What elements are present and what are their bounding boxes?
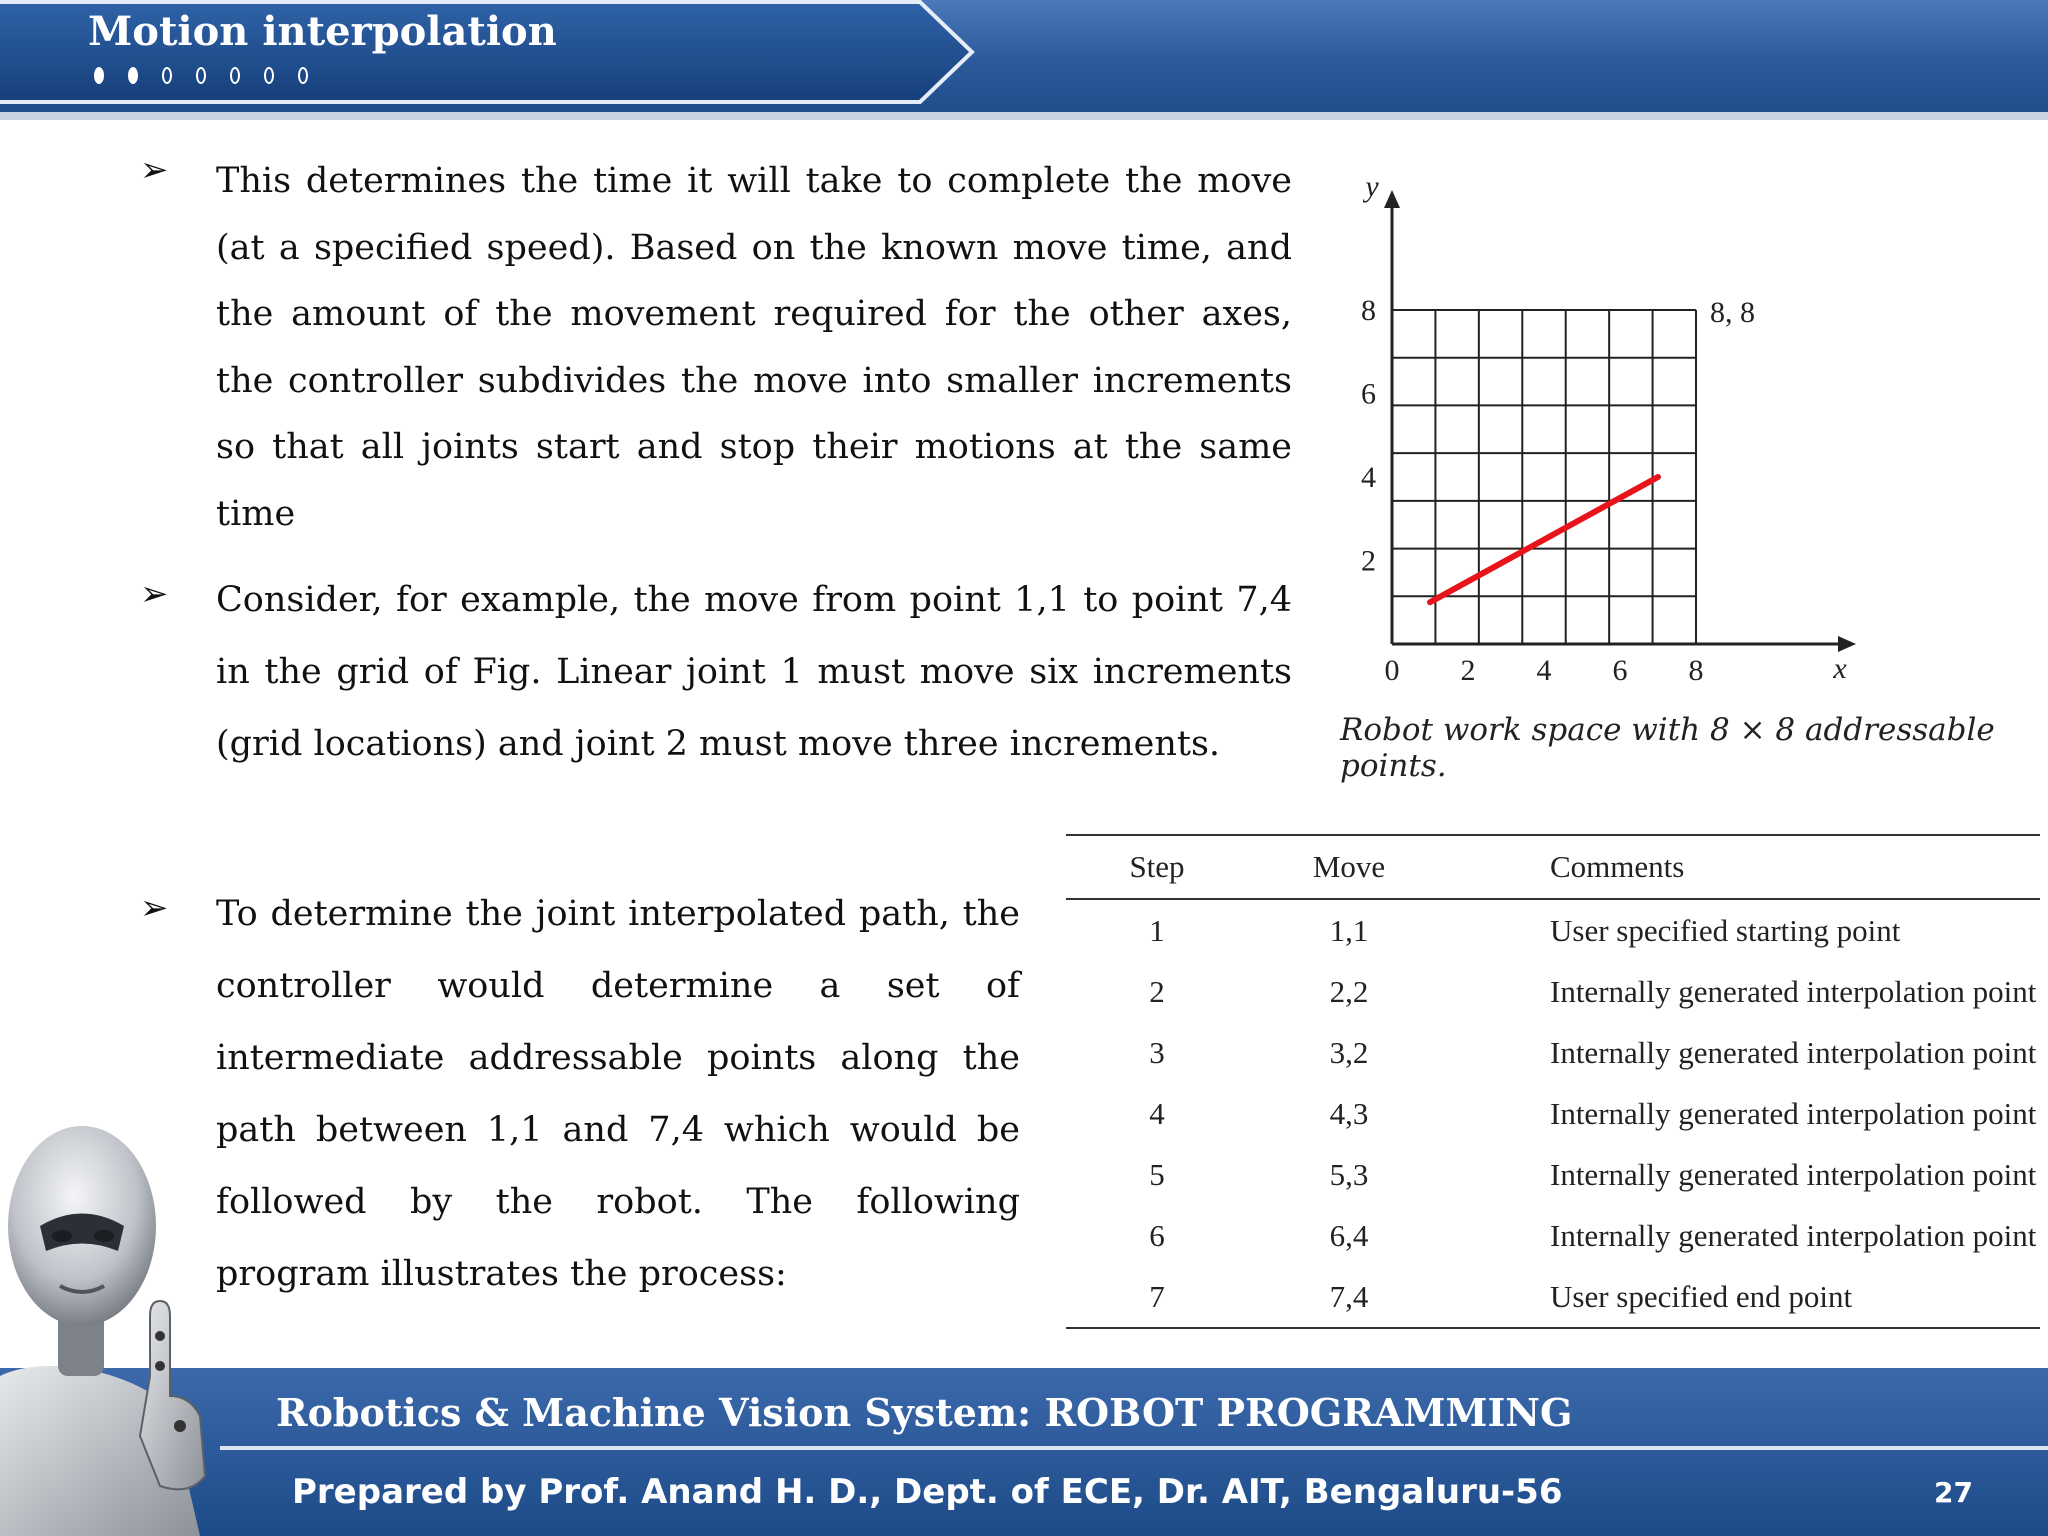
interpolated-path-line <box>1430 477 1658 602</box>
figure-caption: Robot work space with 8 × 8 addressable points. <box>1340 712 1995 784</box>
cell-move: 6,4 <box>1329 1217 1369 1253</box>
table-header-row <box>1066 835 2040 899</box>
interpolation-steps-table <box>1066 834 2040 1329</box>
table-row <box>1066 1083 2040 1144</box>
bullet-icon: ➢ <box>140 574 169 614</box>
cell-step: 1 <box>1149 912 1165 948</box>
paragraph-interpolated-path: To determine the joint interpolated path, the controller would determine a set of intermediate addressable points along the path between 1,1 and 7,4 which would be followed by the robot. The following program illustrates the process: <box>216 894 1020 1294</box>
cell-comment: User specified starting point <box>1550 912 1901 948</box>
y-axis-arrow-icon <box>1384 190 1400 208</box>
robot-illustration <box>0 1076 240 1536</box>
cell-move: 3,2 <box>1329 1034 1369 1070</box>
progress-dot-filled <box>122 64 146 88</box>
x-tick-label: 6 <box>1612 654 1628 687</box>
column-header-comments: Comments <box>1550 849 1685 884</box>
column-header-move: Move <box>1312 849 1386 884</box>
y-tick-label: 8 <box>1361 294 1376 327</box>
corner-point-annotation: 8, 8 <box>1710 296 1755 329</box>
bullet-icon: ➢ <box>140 150 169 190</box>
bullet-icon: ➢ <box>140 888 169 928</box>
page-number: 27 <box>1934 1476 1973 1509</box>
header-divider <box>0 112 2048 120</box>
cell-move: 1,1 <box>1329 912 1369 948</box>
y-tick-label: 2 <box>1361 544 1376 578</box>
slide-title: Motion interpolation <box>88 8 557 55</box>
x-axis-arrow-icon <box>1838 636 1856 652</box>
cell-comment: Internally generated interpolation point <box>1550 973 2037 1009</box>
cell-comment: User specified end point <box>1550 1278 1853 1314</box>
cell-comment: Internally generated interpolation point <box>1550 1034 2037 1070</box>
footer-credit: Prepared by Prof. Anand H. D., Dept. of ECE, Dr. AIT, Bengaluru-56 <box>292 1472 1563 1512</box>
cell-step: 3 <box>1149 1034 1165 1070</box>
cell-move: 4,3 <box>1329 1095 1369 1131</box>
progress-dot-empty <box>224 64 248 88</box>
table-row <box>1066 1205 2040 1266</box>
x-tick-label: 8 <box>1688 654 1704 687</box>
x-axis-label: x <box>1833 652 1847 685</box>
cell-comment: Internally generated interpolation point <box>1550 1095 2037 1131</box>
table-row <box>1066 1144 2040 1205</box>
table-row <box>1066 1266 2040 1328</box>
cell-step: 2 <box>1149 973 1165 1009</box>
cell-move: 2,2 <box>1329 973 1369 1009</box>
y-tick-label: 4 <box>1361 461 1376 494</box>
column-header-step: Step <box>1129 849 1185 884</box>
progress-dot-empty <box>292 64 316 88</box>
cell-comment: Internally generated interpolation point <box>1550 1156 2037 1192</box>
table-row <box>1066 899 2040 961</box>
workspace-grid-chart <box>1320 170 2040 790</box>
cell-step: 5 <box>1149 1156 1165 1192</box>
x-tick-label: 4 <box>1536 654 1552 687</box>
progress-dot-empty <box>190 64 214 88</box>
table-row <box>1066 961 2040 1022</box>
progress-dot-empty <box>156 64 180 88</box>
x-tick-label: 2 <box>1460 654 1476 687</box>
y-tick-label: 6 <box>1361 377 1376 411</box>
x-tick-label: 0 <box>1384 654 1400 687</box>
cell-move: 7,4 <box>1329 1278 1369 1314</box>
paragraph-move-time: This determines the time it will take to complete the move (at a specified speed). Based on the known move time, and the amount of the movement required for the other axes, the controller subdivides the move into smaller increments so that all joints start and stop their motions at the same time <box>216 161 1292 534</box>
cell-move: 5,3 <box>1329 1156 1369 1192</box>
progress-dot-filled <box>88 64 112 88</box>
progress-dot-empty <box>258 64 282 88</box>
slide-progress-indicator <box>88 64 316 88</box>
cell-step: 7 <box>1149 1278 1165 1314</box>
cell-comment: Internally generated interpolation point <box>1550 1217 2037 1253</box>
table-row <box>1066 1022 2040 1083</box>
paragraph-example-move: Consider, for example, the move from point 1,1 to point 7,4 in the grid of Fig. Linear joint 1 must move six increments (grid locations) and joint 2 must move three increments. <box>216 580 1292 764</box>
cell-step: 6 <box>1149 1217 1165 1253</box>
y-axis-label: y <box>1365 170 1379 203</box>
cell-step: 4 <box>1149 1095 1165 1131</box>
footer-course-title: Robotics & Machine Vision System: ROBOT PROGRAMMING <box>276 1390 1573 1435</box>
footer-divider <box>220 1446 2048 1450</box>
